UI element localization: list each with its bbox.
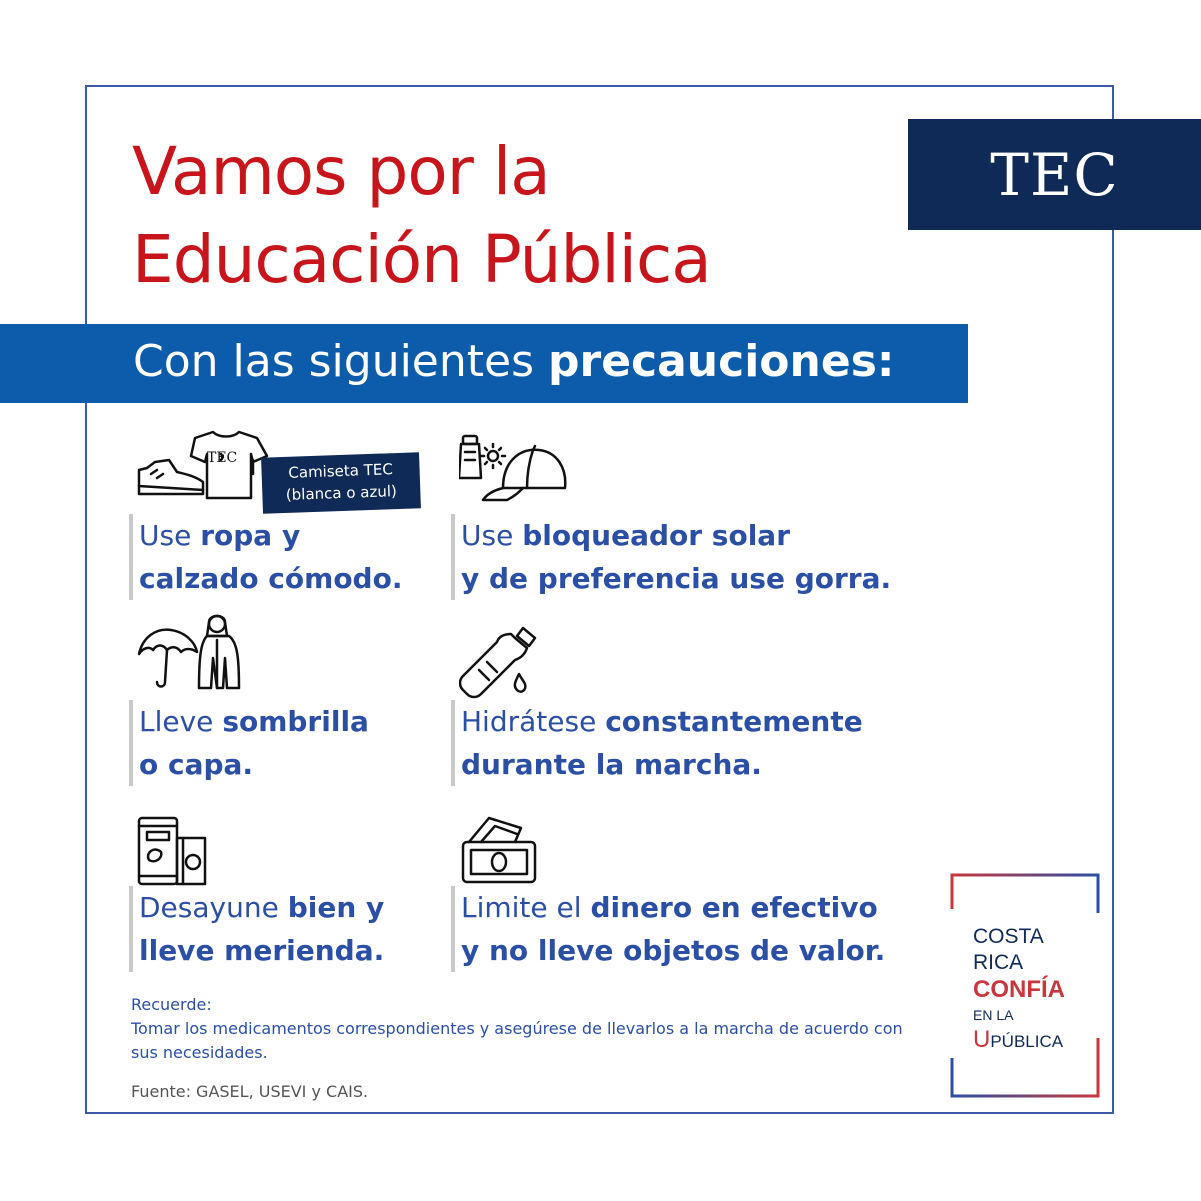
item-2-line-2-bold: y de preferencia use gorra. bbox=[461, 562, 892, 595]
title-line-1: Vamos por la bbox=[132, 133, 550, 210]
wallet-cash-icon bbox=[459, 812, 549, 892]
banner-bold-text: precauciones: bbox=[548, 336, 895, 387]
item-1-line-1-bold: ropa y bbox=[200, 519, 301, 552]
water-bottle-icon bbox=[459, 624, 549, 708]
campaign-logo bbox=[973, 924, 1065, 1056]
item-4-line-1-bold: constantemente bbox=[605, 705, 863, 738]
tec-logo bbox=[908, 119, 1201, 230]
item-6-line-2-bold: y no lleve objetos de valor. bbox=[461, 934, 886, 967]
banner-normal-text: Con las siguientes bbox=[133, 336, 548, 387]
shirt-tag-line-1: Camiseta TEC bbox=[288, 460, 394, 482]
umbrella-and-raincoat-icon bbox=[135, 612, 265, 696]
item-3-line-1-normal: Lleve bbox=[139, 705, 223, 738]
title-line-2: Educación Pública bbox=[132, 221, 711, 298]
item-2-line-1-bold: bloqueador solar bbox=[522, 519, 790, 552]
campaign-line-2: RICA bbox=[973, 951, 1024, 974]
campaign-u: U bbox=[973, 1026, 991, 1053]
item-6-line-1-normal: Limite el bbox=[461, 891, 591, 924]
source-text: Fuente: GASEL, USEVI y CAIS. bbox=[131, 1082, 369, 1101]
item-5-line-2-bold: lleve merienda. bbox=[139, 934, 385, 967]
item-3-line-1-bold: sombrilla bbox=[222, 705, 369, 738]
shirt-tag-line-2: (blanca o azul) bbox=[285, 482, 398, 504]
item-1-line-2-bold: calzado cómodo. bbox=[139, 562, 403, 595]
tec-logo-text: TEC bbox=[990, 140, 1119, 209]
item-1-line-1-normal: Use bbox=[139, 519, 201, 552]
item-6-line-1-bold: dinero en efectivo bbox=[590, 891, 878, 924]
campaign-line-5 bbox=[973, 1026, 1065, 1056]
reminder-text: Tomar los medicamentos correspondientes y asegúrese de llevarlos a la marcha de acuerdo con sus necesidades. bbox=[131, 1019, 903, 1062]
shirt-print-text: TEC bbox=[207, 450, 238, 466]
campaign-publica: PÚBLICA bbox=[990, 1032, 1064, 1051]
item-5-line-1-normal: Desayune bbox=[139, 891, 288, 924]
campaign-line-1: COSTA bbox=[973, 925, 1044, 948]
page-title bbox=[132, 128, 711, 304]
item-4-line-2-bold: durante la marcha. bbox=[461, 748, 762, 781]
shirt-tag bbox=[261, 452, 421, 513]
reminder-note bbox=[131, 993, 931, 1065]
item-5-line-1-bold: bien y bbox=[287, 891, 385, 924]
sunscreen-and-cap-icon bbox=[459, 432, 579, 508]
campaign-line-3: CONFÍA bbox=[973, 976, 1065, 1003]
subtitle-banner bbox=[0, 324, 968, 403]
snack-food-icon bbox=[135, 812, 225, 892]
item-2-line-1-normal: Use bbox=[461, 519, 523, 552]
reminder-label: Recuerde: bbox=[131, 995, 212, 1014]
item-3-line-2-bold: o capa. bbox=[139, 748, 254, 781]
frame-left-line bbox=[85, 424, 87, 1114]
item-4-line-1-normal: Hidrátese bbox=[461, 705, 606, 738]
campaign-line-4: EN LA bbox=[973, 1007, 1014, 1023]
